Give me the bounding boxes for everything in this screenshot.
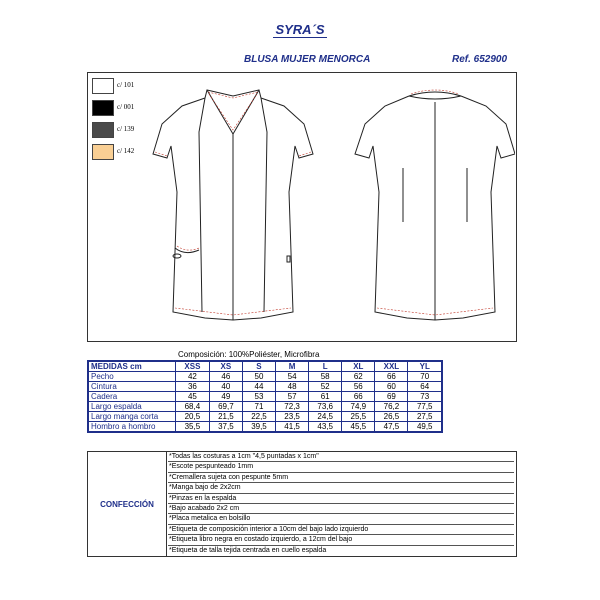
measure-label: Cadera (88, 392, 176, 402)
confection-box (87, 451, 517, 557)
confection-item: *Manga bajo de 2x2cm (168, 483, 514, 493)
measure-value: 44 (242, 382, 275, 392)
measure-value: 40 (209, 382, 242, 392)
measure-value: 24,5 (309, 412, 342, 422)
measure-value: 76,2 (375, 402, 408, 412)
measure-value: 73,6 (309, 402, 342, 412)
size-header: M (276, 361, 309, 372)
measure-label: Pecho (88, 372, 176, 382)
confection-list (168, 452, 514, 555)
composition-text: Composición: 100%Poliéster, Microfibra (178, 350, 320, 359)
measure-value: 71 (242, 402, 275, 412)
measure-value: 27,5 (408, 412, 442, 422)
size-row (88, 392, 442, 402)
confection-item: *Etiqueta de talla tejida centrada en cuello espalda (169, 546, 327, 554)
color-swatch-label: c/ 001 (117, 103, 135, 111)
measure-value: 70 (408, 372, 442, 382)
confection-item: *Todas las costuras a 1cm "4,5 puntadas x 1cm" (168, 452, 514, 462)
measures-header: MEDIDAS cm (88, 361, 176, 372)
size-header: XS (209, 361, 242, 372)
measure-value: 66 (342, 392, 375, 402)
measure-value: 54 (276, 372, 309, 382)
size-header: XSS (176, 361, 210, 372)
confection-item: *Etiqueta de composición interior a 10cm del bajo lado izquierdo (168, 525, 514, 535)
confection-item: *Pinzas en la espalda (168, 494, 514, 504)
measure-value: 50 (242, 372, 275, 382)
confection-label: CONFECCIÓN (88, 452, 167, 556)
size-row (88, 402, 442, 412)
measure-value: 36 (176, 382, 210, 392)
measure-value: 42 (176, 372, 210, 382)
measure-value: 61 (309, 392, 342, 402)
confection-item: *Placa metalica en bolsillo (168, 514, 514, 524)
measure-value: 49,5 (408, 422, 442, 433)
measure-value: 39,5 (242, 422, 275, 433)
size-header-row (88, 361, 442, 372)
measure-value: 69,7 (209, 402, 242, 412)
measure-value: 46 (209, 372, 242, 382)
size-row (88, 422, 442, 433)
measure-value: 77,5 (408, 402, 442, 412)
measure-value: 48 (276, 382, 309, 392)
confection-item: *Etiqueta libro negra en costado izquierdo, a 12cm del bajo (168, 535, 514, 545)
size-row (88, 372, 442, 382)
measure-value: 49 (209, 392, 242, 402)
measure-label: Largo manga corta (88, 412, 176, 422)
measure-value: 56 (342, 382, 375, 392)
measure-value: 45,5 (342, 422, 375, 433)
color-swatch-label: c/ 101 (117, 81, 135, 89)
measure-value: 41,5 (276, 422, 309, 433)
measure-value: 58 (309, 372, 342, 382)
size-row (88, 412, 442, 422)
measure-value: 62 (342, 372, 375, 382)
garment-technical-sketch (87, 72, 515, 340)
measure-value: 23,5 (276, 412, 309, 422)
product-name: BLUSA MUJER MENORCA (244, 54, 371, 65)
measure-value: 20,5 (176, 412, 210, 422)
color-swatch-label: c/ 142 (117, 147, 135, 155)
size-header: YL (408, 361, 442, 372)
size-row (88, 382, 442, 392)
confection-item: *Bajo acabado 2x2 cm (168, 504, 514, 514)
measure-value: 47,5 (375, 422, 408, 433)
measure-value: 72,3 (276, 402, 309, 412)
measure-value: 25,5 (342, 412, 375, 422)
confection-item: *Escote pespunteado 1mm (168, 462, 514, 472)
measure-label: Cintura (88, 382, 176, 392)
measure-value: 60 (375, 382, 408, 392)
size-header: XXL (375, 361, 408, 372)
color-swatch-label: c/ 139 (117, 125, 135, 133)
measure-value: 73 (408, 392, 442, 402)
size-measurements-table (87, 360, 443, 433)
measure-label: Hombro a hombro (88, 422, 176, 433)
size-header: S (242, 361, 275, 372)
measure-value: 26,5 (375, 412, 408, 422)
measure-value: 64 (408, 382, 442, 392)
measure-value: 45 (176, 392, 210, 402)
size-header: L (309, 361, 342, 372)
measure-value: 52 (309, 382, 342, 392)
measure-value: 68,4 (176, 402, 210, 412)
measure-value: 37,5 (209, 422, 242, 433)
measure-value: 21,5 (209, 412, 242, 422)
measure-value: 43,5 (309, 422, 342, 433)
measure-value: 74,9 (342, 402, 375, 412)
measure-value: 69 (375, 392, 408, 402)
back-view (355, 92, 515, 320)
measure-value: 22,5 (242, 412, 275, 422)
measure-value: 57 (276, 392, 309, 402)
brand-title: SYRA´S (275, 22, 325, 37)
measure-value: 53 (242, 392, 275, 402)
front-view (153, 90, 313, 320)
confection-item: *Cremallera sujeta con pespunte 5mm (168, 473, 514, 483)
measure-label: Largo espalda (88, 402, 176, 412)
size-header: XL (342, 361, 375, 372)
measure-value: 35,5 (176, 422, 210, 433)
measure-value: 66 (375, 372, 408, 382)
product-reference: Ref. 652900 (452, 54, 508, 65)
